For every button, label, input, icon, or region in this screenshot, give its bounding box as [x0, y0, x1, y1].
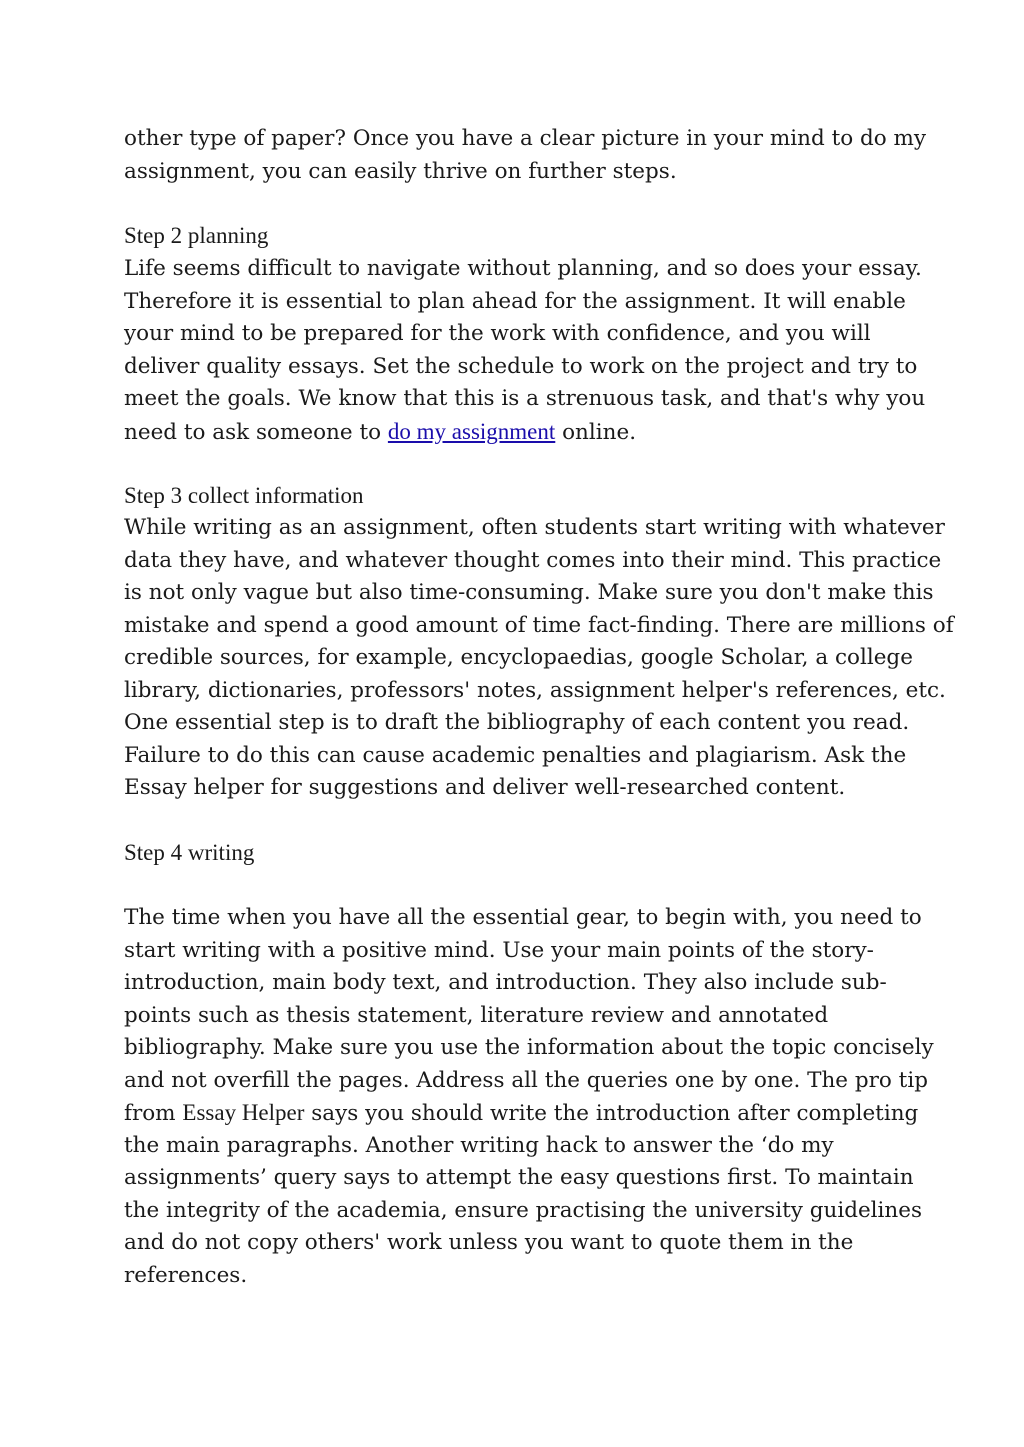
text-line: data they have, and whatever thought comes into their mind. This practice	[124, 547, 942, 573]
text-line: credible sources, for example, encyclopaedias, google Scholar, a college	[124, 645, 913, 670]
essay-helper-text: Essay Helper	[182, 1100, 305, 1125]
text-line: meet the goals. We know that this is a strenuous task, and that's why you	[124, 386, 926, 411]
link-suffix-text: online.	[555, 419, 637, 445]
text-line: Therefore it is essential to plan ahead for the assignment. It will enable	[124, 288, 906, 314]
text-line: and do not copy others' work unless you want to quote them in the	[124, 1230, 854, 1255]
brand-suffix-text: says you should write the introduction after completing	[304, 1101, 919, 1126]
text-line-with-brand	[124, 1097, 919, 1130]
text-line: library, dictionaries, professors' notes, assignment helper's references, etc.	[124, 677, 946, 703]
brand-prefix-text: from	[124, 1101, 183, 1126]
text-line: assignments’ query says to attempt the easy questions first. To maintain	[124, 1165, 914, 1190]
text-line: Essay helper for suggestions and deliver well-researched content.	[124, 775, 846, 800]
text-line-with-link	[124, 416, 914, 449]
step-4-paragraph	[124, 902, 934, 1292]
text-line: bibliography. Make sure you use the information about the topic concisely	[124, 1035, 934, 1060]
text-line: points such as thesis statement, literature review and annotated	[124, 1002, 829, 1028]
step-3-paragraph	[124, 512, 954, 805]
link-prefix-text: need to ask someone to	[124, 419, 388, 445]
text-line: references.	[124, 1262, 248, 1288]
text-line: Life seems difficult to navigate without planning, and so does your essay.	[124, 256, 922, 281]
text-line: The time when you have all the essential gear, to begin with, you need to	[124, 905, 922, 930]
text-line: your mind to be prepared for the work with confidence, and you will	[124, 321, 871, 346]
step-4-heading: Step 4 writing	[124, 840, 255, 865]
do-my-assignment-link[interactable]: do my assignment	[387, 418, 556, 444]
text-line: mistake and spend a good amount of time fact-finding. There are millions of	[124, 612, 954, 638]
text-line: the main paragraphs. Another writing hack to answer the ‘do my	[124, 1132, 834, 1158]
text-line: deliver quality essays. Set the schedule to work on the project and try to	[124, 353, 918, 379]
text-line: and not overfill the pages. Address all the queries one by one. The pro tip	[124, 1067, 928, 1093]
text-line: Failure to do this can cause academic penalties and plagiarism. Ask the	[124, 742, 907, 768]
text-line: While writing as an assignment, often students start writing with whatever	[124, 515, 945, 540]
text-line: One essential step is to draft the bibliography of each content you read.	[124, 710, 910, 735]
step-2-heading: Step 2 planning	[124, 223, 269, 248]
text-line: introduction, main body text, and introduction. They also include sub-	[124, 970, 887, 995]
text-line: other type of paper? Once you have a clear picture in your mind to do my	[124, 126, 927, 151]
step-3-heading: Step 3 collect information	[124, 483, 364, 508]
text-line: is not only vague but also time-consuming. Make sure you don't make this	[124, 580, 934, 605]
intro-paragraph	[124, 123, 927, 188]
text-line: assignment, you can easily thrive on further steps.	[124, 158, 677, 184]
step-2-paragraph	[124, 253, 926, 448]
text-line: start writing with a positive mind. Use your main points of the story-	[124, 937, 874, 963]
text-line: the integrity of the academia, ensure practising the university guidelines	[124, 1197, 923, 1223]
